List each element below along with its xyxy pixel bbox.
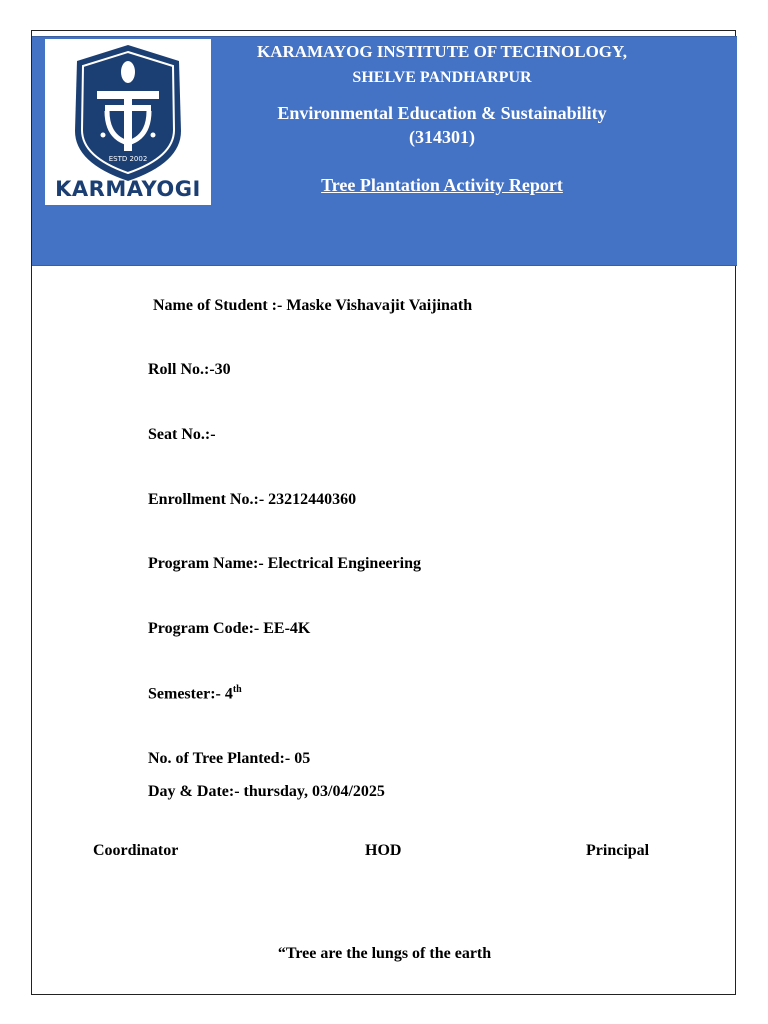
subject-title: Environmental Education & Sustainability	[277, 103, 607, 123]
enrollment-number: Enrollment No.:- 23212440360	[148, 491, 357, 508]
report-title: Tree Plantation Activity Report	[321, 175, 563, 195]
semester	[148, 684, 242, 703]
day-date: Day & Date:- thursday, 03/04/2025	[148, 783, 385, 800]
institute-name-line1: KARAMAYOG INSTITUTE OF TECHNOLOGY,	[257, 42, 627, 61]
coordinator-signature-label: Coordinator	[93, 842, 179, 859]
svg-text:ESTD 2002: ESTD 2002	[108, 155, 148, 163]
subject-code: (314301)	[409, 127, 475, 147]
logo-wordmark: KARMAYOGI	[55, 177, 201, 201]
college-logo	[45, 39, 211, 205]
header-banner	[32, 36, 737, 266]
seat-number: Seat No.:-	[148, 426, 216, 443]
semester-label: Semester:- 4	[148, 685, 233, 703]
closing-quote: “Tree are the lungs of the earth	[277, 945, 492, 962]
program-code: Program Code:- EE-4K	[148, 620, 311, 637]
institute-name-line2: SHELVE PANDHARPUR	[352, 69, 532, 86]
trees-planted: No. of Tree Planted:- 05	[148, 750, 311, 767]
principal-signature-label: Principal	[586, 842, 650, 859]
semester-suffix: th	[232, 684, 242, 695]
student-name: Name of Student :- Maske Vishavajit Vaijinath	[153, 297, 473, 314]
program-name: Program Name:- Electrical Engineering	[148, 555, 421, 572]
report-page	[31, 30, 736, 995]
roll-number: Roll No.:-30	[148, 361, 231, 378]
hod-signature-label: HOD	[365, 842, 402, 859]
